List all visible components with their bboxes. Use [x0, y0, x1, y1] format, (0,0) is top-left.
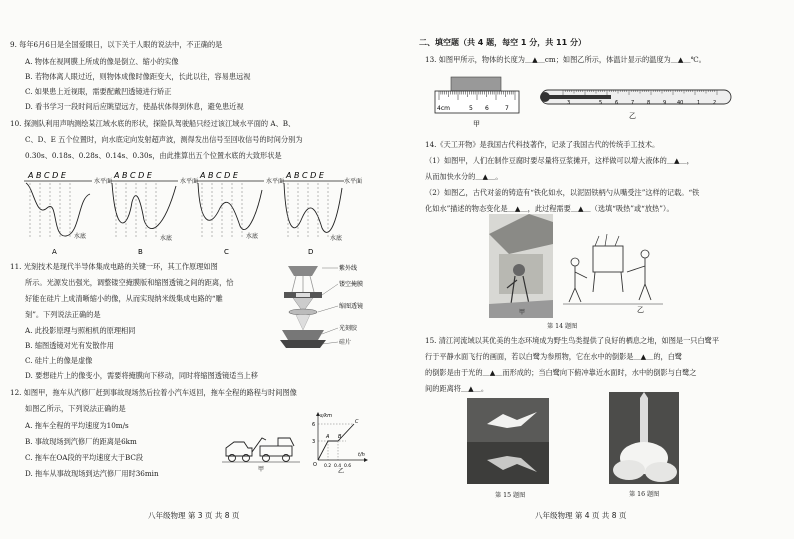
q14-figure-yi [563, 232, 663, 314]
q12-graph [308, 410, 370, 474]
q10-panel-a-bottom: 水底 [74, 233, 87, 240]
q10-panel-a-letters: A B C D E [28, 171, 66, 180]
q10-panel-d-bottom: 水底 [330, 235, 343, 242]
q13-fig-label-jia: 甲 [473, 120, 480, 128]
q13-ruler-figure [433, 74, 523, 132]
section-title: 二、填空题（共 4 题，每空 1 分，共 11 分） [419, 38, 586, 47]
q13-therm-tick-7: 1 [697, 100, 701, 106]
q12-option-d: D. 拖车从事故现场到达汽修厂用时36min [25, 469, 159, 478]
q11-option-d: D. 要想硅片上的像变小，需要将掩膜向下移动，同时将缩图透镜适当上移 [25, 371, 258, 380]
q14-figure-jia [489, 214, 553, 318]
q11-line-4: 刻”。下列说法正确的是 [25, 310, 101, 319]
q11-option-c: C. 硅片上的像是虚像 [25, 356, 93, 365]
q14-line-1: 14.《天工开物》是我国古代科技著作，记录了我国古代的传统手工技术。 [425, 140, 660, 149]
q12-line-1: 12. 如图甲，拖车从汽修厂赶到事故现场然后拉着小汽车返回，拖车全程的路程与时间图像 [10, 388, 297, 397]
q9-stem: 9. 每年6月6日是全国爱眼日，以下关于人眼的说法中，不正确的是 [10, 40, 223, 49]
q9-option-a: A. 物体在视网膜上所成的像是倒立、缩小的实像 [25, 57, 179, 66]
q14-line-4: （2）如图乙，古代对釜的铸造有“铁化如水，以泥固铁柄勺从嘴受注”这样的记载。“铁 [425, 188, 700, 197]
q11-fig-label-mask: 镂空掩膜 [339, 281, 364, 288]
q12-fig-label-yi: 乙 [338, 468, 345, 474]
q14-fig-caption: 第 14 题图 [547, 323, 578, 330]
q13-ruler-tick-4cm: 4cm [437, 105, 450, 112]
q12-graph-point-c: C [355, 419, 359, 425]
q12-graph-x-tick-3: 0.6 [344, 464, 352, 469]
q13-ruler-tick-7: 7 [505, 105, 509, 112]
q15-fig-caption: 第 15 题图 [495, 492, 526, 499]
q13-therm-tick-3: 7 [631, 100, 635, 106]
q13-thermometer-figure [537, 84, 737, 126]
q9-option-c: C. 如果患上近视眼，需要配戴凹透镜进行矫正 [25, 87, 172, 96]
q10-panel-d [282, 171, 362, 256]
q11-fig-label-lens: 缩图透镜 [339, 303, 364, 310]
q10-panel-a [24, 171, 112, 256]
q10-panel-b-letters: A B C D E [114, 171, 152, 180]
q10-panel-c [196, 171, 284, 256]
q16-rocket-photo [609, 392, 679, 484]
q15-line-2: 行于平静水面飞行的画面，若以白鹭为参照物，它在水中的倒影是＿▲＿的，白鹭 [425, 352, 683, 361]
q12-option-b: B. 事故现场到汽修厂的距离是6km [25, 437, 137, 446]
q11-fig-label-wafer: 硅片 [339, 339, 352, 346]
right-footer: 八年级物理 第 4 页 共 8 页 [535, 511, 627, 520]
q12-tow-truck-figure [222, 428, 302, 472]
q15-line-3: 的倒影是由于光的＿▲＿而形成的；当白鹭向下俯冲靠近水面时，水中的倒影与白鹭之 [425, 368, 697, 377]
q12-option-a: A. 拖车全程的平均速度为10m/s [25, 421, 129, 430]
q11-line-1: 11. 光刻技术是现代半导体集成电路的关键一环，其工作原理如图 [10, 262, 218, 271]
q11-option-b: B. 缩图透镜对光有发散作用 [25, 341, 114, 350]
q12-graph-x-tick-1: 0.2 [324, 464, 332, 469]
q10-panel-c-letters: A B C D E [200, 171, 238, 180]
q11-option-a: A. 此投影原理与照相机的原理相同 [25, 326, 136, 335]
q10-panel-d-letters: A B C D E [286, 171, 324, 180]
q14-line-5: 化如水”描述的物态变化是＿▲＿，此过程需要＿▲＿（选填“吸热”或“放热”）。 [425, 204, 674, 213]
q10-line-2: C、D、E 五个位置时，向水底定向发射超声波，测得发出信号至回收信号的时间分别为 [25, 135, 303, 144]
q10-panel-b-bottom: 水底 [160, 235, 173, 242]
q13-fig-label-yi: 乙 [629, 112, 636, 120]
right-page [397, 0, 794, 539]
q15-egret-photo [467, 398, 549, 484]
q10-panel-c-bottom: 水底 [246, 233, 259, 240]
q10-line-3: 0.30s、0.18s、0.28s、0.14s、0.30s，由此推算出五个位置水底的大致形状是 [25, 151, 282, 160]
q12-graph-point-a: A [326, 434, 330, 440]
q12-graph-ylabel: s/km [320, 413, 333, 419]
q12-option-c: C. 拖车在OA段的平均速度大于BC段 [25, 453, 144, 462]
left-footer: 八年级物理 第 3 页 共 8 页 [148, 511, 240, 520]
q10-panel-d-water: 水平面 [344, 178, 362, 185]
q12-fig-label-jia: 甲 [258, 466, 265, 472]
q14-line-3: 从而加快水分的＿▲＿。 [425, 172, 503, 181]
q10-option-d: D [308, 248, 314, 256]
q12-graph-origin: O [313, 462, 317, 468]
q13-stem: 13. 如图甲所示，物体的长度为＿▲＿cm；如图乙所示，体温计显示的温度为＿▲＿℃。 [425, 55, 706, 64]
q13-therm-tick-0: 3 [567, 100, 571, 106]
q13-therm-tick-5: 9 [663, 100, 667, 106]
q9-option-b: B. 若物体离人眼过近，则物体成像时像距变大，长此以往，容易患远视 [25, 72, 251, 81]
q10-panel-b [110, 171, 198, 256]
q12-graph-y-tick-6: 6 [312, 422, 316, 428]
q11-figure [278, 262, 390, 354]
q11-fig-label-uv: 紫外线 [339, 265, 358, 272]
q16-fig-caption: 第 16 题图 [629, 491, 660, 498]
q10-line-1: 10. 探测队利用声呐测绘某江域水底的形状，探险队驾驶船只经过该江域水平面的 A、B、 [10, 119, 296, 128]
q10-panel-b-water: 水平面 [180, 178, 199, 185]
q9-option-d: D. 看书学习一段时间后应眺望远方，使晶状体得到休息，避免患近视 [25, 102, 244, 111]
q15-line-4: 间的距离将＿▲＿。 [425, 384, 489, 393]
q12-graph-xlabel: t/h [358, 452, 365, 458]
q11-line-2: 所示。光源发出强光，调整镂空掩膜版和缩图透镜之间的距离，恰 [25, 278, 234, 287]
q13-therm-tick-1: 5 [599, 100, 603, 106]
q11-fig-label-resist: 光刻胶 [339, 325, 358, 332]
q12-line-2: 如图乙所示，下列说法正确的是 [25, 404, 126, 413]
q14-fig-label-jia: 甲 [519, 309, 526, 316]
q10-figure [22, 168, 362, 260]
q10-panel-c-water: 水平面 [266, 178, 285, 185]
q13-ruler-tick-6: 6 [485, 105, 489, 112]
q10-option-c: C [224, 248, 229, 256]
q14-line-2: （1）如图甲，人们在制作豆腐时要尽量将豆浆摊开，这样做可以增大液体的＿▲＿， [425, 156, 694, 165]
q10-panel-a-water: 水平面 [94, 178, 113, 185]
q12-graph-x-tick-2: 0.4 [334, 464, 342, 469]
q13-therm-tick-8: 2 [713, 100, 717, 106]
q11-line-3: 好能在硅片上成清晰缩小的像，从而实现纳米级集成电路的“雕 [25, 294, 223, 303]
q15-line-1: 15. 清江河流域以其优美的生态环境成为野生鸟类提供了良好的栖息之地，如图是一只白鹭平 [425, 336, 720, 345]
q12-graph-point-b: B [338, 434, 342, 440]
q13-therm-tick-2: 6 [615, 100, 619, 106]
q10-option-b: B [138, 248, 143, 256]
q13-therm-tick-4: 8 [647, 100, 651, 106]
q13-therm-tick-6: 40 [677, 100, 684, 106]
q10-option-a: A [52, 248, 57, 256]
q14-fig-label-yi: 乙 [637, 306, 644, 314]
q13-ruler-tick-5: 5 [469, 105, 473, 112]
q12-graph-y-tick-3: 3 [312, 439, 316, 445]
